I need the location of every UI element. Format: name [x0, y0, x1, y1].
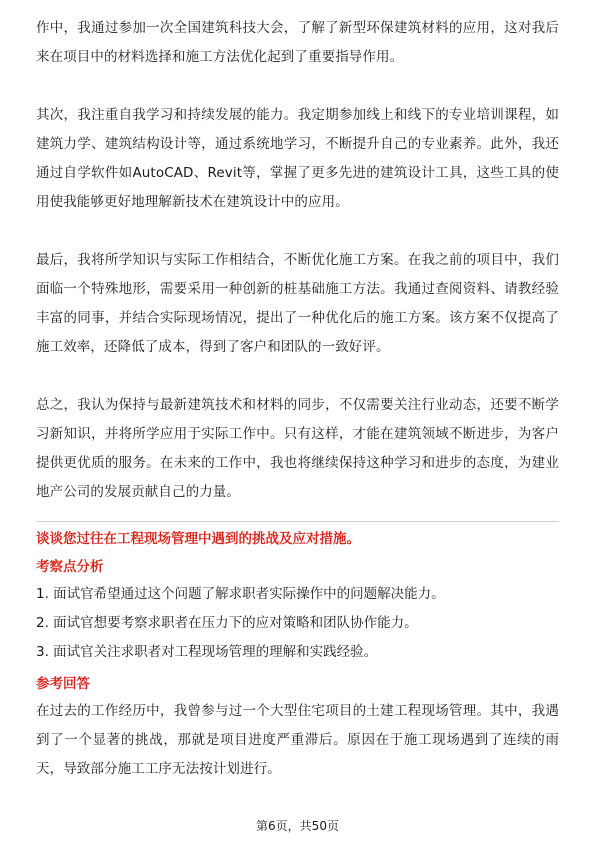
list-item: 1. 面试官希望通过这个问题了解求职者实际操作中的问题解决能力。 [36, 586, 445, 602]
body-paragraph-1: 作中，我通过参加一次全国建筑科技大会，了解了新型环保建筑材料的应用，这对我后来在项目中的材料选择和施工方法优化起到了重要指导作用。 [36, 20, 559, 65]
interview-question: 谈谈您过往在工程现场管理中遇到的挑战及应对措施。 [36, 531, 360, 547]
page-number: 第6页，共50页 [256, 819, 339, 833]
body-paragraph-3: 最后，我将所学知识与实际工作相结合，不断优化施工方案。在我之前的项目中，我们面临一个特殊地形，需要采用一种创新的桩基础施工方法。我通过查阅资料、请教经验丰富的同事，并结合实际现场情况，提出了一种优化后的施工方案。该方案不仅提高了施工效率，还降低了成本，得到了客户和团队的一致好评。 [36, 252, 559, 355]
analysis-heading: 考察点分析 [36, 559, 104, 575]
answer-block [36, 697, 559, 784]
list-item: 2. 面试官想要考察求职者在压力下的应对策略和团队协作能力。 [36, 615, 418, 631]
answer-paragraph: 在过去的工作经历中，我曾参与过一个大型住宅项目的土建工程现场管理。其中，我遇到了一个显著的挑战，那就是项目进度严重滞后。原因在于施工现场遇到了连续的雨天，导致部分施工工序无法按计划进行。 [36, 703, 559, 777]
body-paragraph-2: 其次，我注重自我学习和持续发展的能力。我定期参加线上和线下的专业培训课程，如建筑力学、建筑结构设计等，通过系统地学习，不断提升自己的专业素养。此外，我还通过自学软件如AutoCAD、Revit等，掌握了更多先进的建筑设计工具，这些工具的使用使我能够更好地理解新技术在建筑设计中的应用。 [36, 107, 559, 210]
analysis-list [36, 580, 559, 667]
body-paragraph-4: 总之，我认为保持与最新建筑技术和材料的同步，不仅需要关注行业动态，还要不断学习新知识，并将所学应用于实际工作中。只有这样，才能在建筑领域不断进步，为客户提供更优质的服务。在未来的工作中，我也将继续保持这种学习和进步的态度，为建业地产公司的发展贡献自己的力量。 [36, 397, 559, 500]
document-page [36, 14, 559, 784]
list-item: 3. 面试官关注求职者对工程现场管理的理解和实践经验。 [36, 644, 378, 660]
section-divider [36, 521, 559, 522]
answer-heading: 参考回答 [36, 676, 90, 692]
